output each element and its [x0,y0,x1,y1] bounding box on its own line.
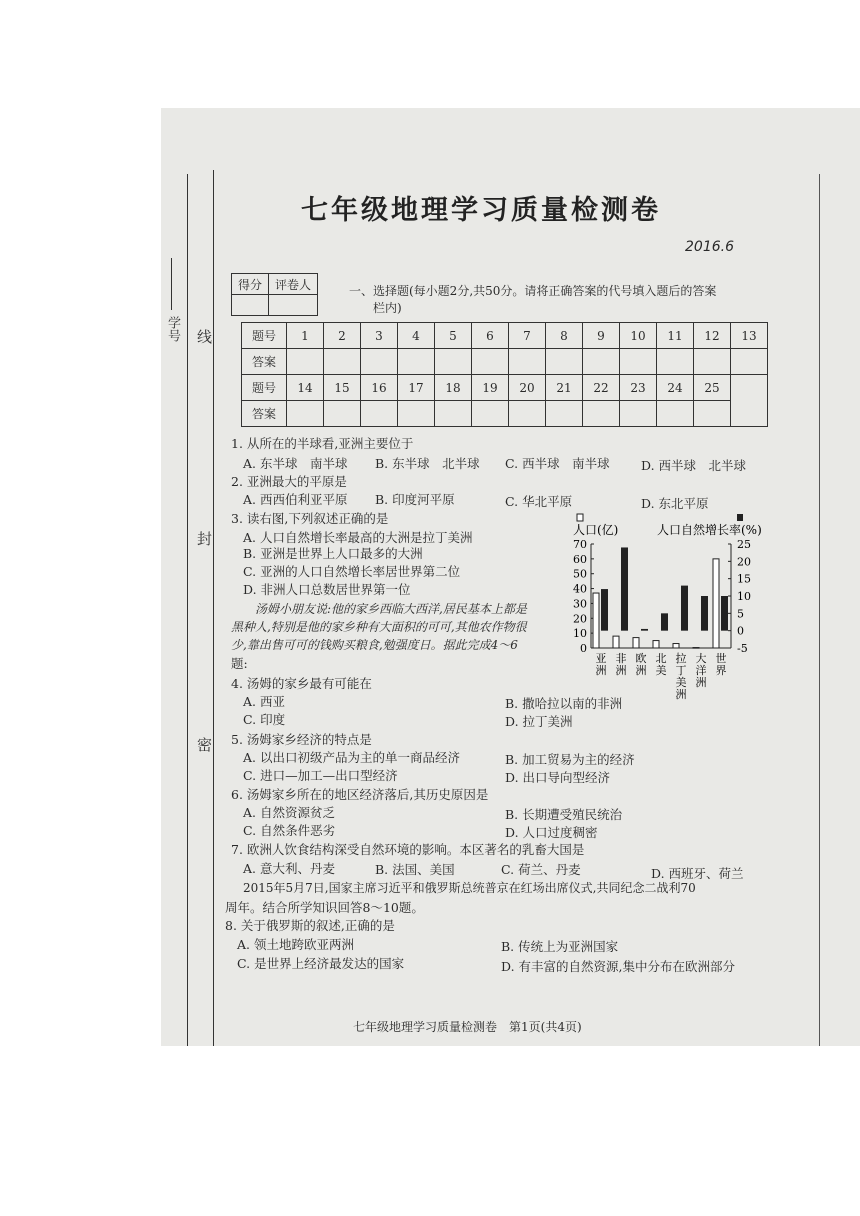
question-number: 5 [435,323,472,349]
y-tick-right-label: 5 [737,607,744,621]
margin-label-seal: 封 [197,530,213,548]
growth-rate-bar [601,589,608,631]
q5-option-b[interactable]: B. 加工贸易为主的经济 [505,752,635,767]
y-tick-right-label: 0 [737,624,744,638]
answer-cell[interactable] [324,401,361,427]
question-number: 23 [620,375,657,401]
student-id-blank-line [171,258,172,310]
score-field[interactable] [232,295,269,316]
passage-1-line-4: 题: [231,656,248,671]
y-tick-right-label: 20 [737,555,751,569]
legend-population-icon [577,514,583,521]
margin-label-line: 线 [197,328,213,346]
answer-label: 答案 [242,349,287,375]
score-label: 得分 [232,274,269,295]
q1-option-c[interactable]: C. 西半球 南半球 [505,456,610,471]
q5-stem: 5. 汤姆家乡经济的特点是 [231,732,372,747]
question-number: 14 [287,375,324,401]
answer-cell[interactable] [472,349,509,375]
grader-label: 评卷人 [269,274,318,295]
growth-rate-bar [621,547,628,630]
question-number: 20 [509,375,546,401]
answer-cell[interactable] [509,349,546,375]
q4-option-d[interactable]: D. 拉丁美洲 [505,714,573,729]
page-title: 七年级地理学习质量检测卷 [301,195,661,226]
y-tick-left-label: 50 [573,567,587,581]
question-number: 6 [472,323,509,349]
q4-option-b[interactable]: B. 撒哈拉以南的非洲 [505,696,623,711]
question-number: 1 [287,323,324,349]
row-label: 题号 [242,375,287,401]
population-chart [561,510,781,710]
q2-option-a[interactable]: A. 西西伯利亚平原 [243,492,348,507]
margin-label-student-id: 学号 [165,316,180,342]
growth-rate-bar [721,596,728,631]
y-tick-right-label: 10 [737,590,751,603]
passage-1-line-3: 少,靠出售可可的钱购买粮食,勉强度日。据此完成4～6 [231,638,518,652]
empty-cell [731,375,768,427]
x-tick-label: 世界 [715,652,727,677]
question-number: 11 [657,323,694,349]
q3-option-a[interactable]: A. 人口自然增长率最高的大洲是拉丁美洲 [243,530,473,545]
q2-option-b[interactable]: B. 印度河平原 [375,492,455,507]
question-number: 19 [472,375,509,401]
q8-option-a[interactable]: A. 领土地跨欧亚两洲 [237,937,354,952]
y-tick-left-label: 70 [573,538,587,551]
question-number: 25 [694,375,731,401]
q3-option-d[interactable]: D. 非洲人口总数居世界第一位 [243,582,411,597]
row-label: 题号 [242,323,287,349]
y-tick-left-label: 30 [573,597,587,611]
q5-option-c[interactable]: C. 进口—加工—出口型经济 [243,768,398,783]
question-number: 22 [583,375,620,401]
q6-option-c[interactable]: C. 自然条件恶劣 [243,823,336,838]
x-tick-label: 大洋洲 [695,652,707,689]
answer-cell[interactable] [435,401,472,427]
answer-cell[interactable] [324,349,361,375]
y-tick-right-label: 15 [737,572,751,586]
population-bar [613,636,619,648]
q2-stem: 2. 亚洲最大的平原是 [231,474,347,489]
q3-option-b[interactable]: B. 亚洲是世界上人口最多的大洲 [243,546,423,561]
population-bar [653,641,659,648]
question-number: 21 [546,375,583,401]
population-bar [713,559,719,648]
question-number: 7 [509,323,546,349]
score-box [231,273,318,316]
x-tick-label: 北美 [655,652,667,677]
answer-cell[interactable] [398,401,435,427]
q1-option-a[interactable]: A. 东半球 南半球 [243,456,348,471]
answer-cell[interactable] [694,349,731,375]
q1-option-b[interactable]: B. 东半球 北半球 [375,456,480,471]
x-tick-label: 拉丁美洲 [675,652,687,701]
q8-stem: 8. 关于俄罗斯的叙述,正确的是 [225,918,395,933]
page-footer: 七年级地理学习质量检测卷 第1页(共4页) [353,1020,582,1034]
q3-option-c[interactable]: C. 亚洲的人口自然增长率居世界第二位 [243,564,461,579]
y-axis-right-label: 人口自然增长率(%) [657,523,762,537]
passage-2-line-1: 2015年5月7日,国家主席习近平和俄罗斯总统普京在红场出席仪式,共同纪念二战利70 [243,881,696,895]
y-tick-left-label: 60 [573,552,587,566]
population-bar [693,648,699,649]
y-axis-left-label: 人口(亿) [573,523,619,537]
margin-line-right [213,170,214,1046]
answer-cell[interactable] [361,401,398,427]
answer-cell[interactable] [620,401,657,427]
q7-option-c[interactable]: C. 荷兰、丹麦 [501,862,581,877]
growth-rate-bar [701,596,708,631]
answer-cell[interactable] [620,349,657,375]
grader-field[interactable] [269,295,318,316]
question-number: 10 [620,323,657,349]
q3-stem: 3. 读右图,下列叙述正确的是 [231,511,389,526]
answer-cell[interactable] [657,349,694,375]
answer-cell[interactable] [287,349,324,375]
answer-cell[interactable] [583,349,620,375]
question-number: 24 [657,375,694,401]
q8-option-b[interactable]: B. 传统上为亚洲国家 [501,939,619,954]
section-title-cont: 栏内) [373,301,402,315]
q8-option-d[interactable]: D. 有丰富的自然资源,集中分布在欧洲部分 [501,959,735,974]
question-number: 16 [361,375,398,401]
growth-rate-bar [641,629,648,631]
growth-rate-bar [681,586,688,631]
population-bar [593,593,599,648]
x-tick-label: 亚洲 [595,652,607,677]
answer-cell[interactable] [398,349,435,375]
question-number: 3 [361,323,398,349]
exam-date: 2016.6 [685,239,734,255]
x-tick-label: 欧洲 [635,652,647,677]
right-edge-line [819,174,820,1046]
y-tick-right-label: 25 [737,538,751,551]
passage-2-line-2: 周年。结合所学知识回答8～10题。 [225,900,424,915]
answer-cell[interactable] [361,349,398,375]
q4-option-c[interactable]: C. 印度 [243,712,286,727]
margin-label-secret: 密 [197,736,213,754]
q6-stem: 6. 汤姆家乡所在的地区经济落后,其历史原因是 [231,787,489,802]
q4-option-a[interactable]: A. 西亚 [243,694,285,709]
answer-cell[interactable] [287,401,324,427]
legend-growth-icon [737,514,743,521]
answer-table [241,322,768,427]
exam-paper [161,108,860,1046]
passage-1-line-1: 汤姆小朋友说:他的家乡西临大西洋,居民基本上都是 [255,602,527,616]
question-number: 18 [435,375,472,401]
answer-cell[interactable] [657,401,694,427]
q6-option-d[interactable]: D. 人口过度稠密 [505,825,598,840]
population-bar [633,638,639,648]
q7-option-a[interactable]: A. 意大利、丹麦 [243,861,335,876]
q1-stem: 1. 从所在的半球看,亚洲主要位于 [231,436,414,451]
question-number: 12 [694,323,731,349]
q6-option-a[interactable]: A. 自然资源贫乏 [243,805,335,820]
answer-cell[interactable] [583,401,620,427]
y-tick-left-label: 20 [573,612,587,626]
question-number: 2 [324,323,361,349]
q8-option-c[interactable]: C. 是世界上经济最发达的国家 [237,956,405,971]
answer-label: 答案 [242,401,287,427]
y-tick-left-label: 0 [580,642,587,655]
q2-option-c[interactable]: C. 华北平原 [505,494,573,509]
y-tick-left-label: 10 [573,627,587,641]
answer-cell[interactable] [435,349,472,375]
q6-option-b[interactable]: B. 长期遭受殖民统治 [505,807,623,822]
q7-option-b[interactable]: B. 法国、美国 [375,862,455,877]
passage-1-line-2: 黑种人,特别是他的家乡种有大面积的可可,其他农作物很 [231,620,527,634]
margin-line-left [187,174,188,1046]
answer-cell[interactable] [472,401,509,427]
answer-cell[interactable] [509,401,546,427]
q7-option-d[interactable]: D. 西班牙、荷兰 [651,866,744,881]
y-tick-right-label: -5 [737,642,748,655]
x-tick-label: 非洲 [615,652,627,677]
q1-option-d[interactable]: D. 西半球 北半球 [641,458,747,473]
question-number: 8 [546,323,583,349]
answer-cell[interactable] [546,401,583,427]
growth-rate-bar [661,613,668,630]
q5-option-a[interactable]: A. 以出口初级产品为主的单一商品经济 [243,750,460,765]
answer-cell[interactable] [546,349,583,375]
question-number: 15 [324,375,361,401]
population-bar [673,644,679,648]
y-tick-left-label: 40 [573,582,587,596]
answer-cell[interactable] [694,401,731,427]
q4-stem: 4. 汤姆的家乡最有可能在 [231,676,372,691]
q2-option-d[interactable]: D. 东北平原 [641,496,709,511]
question-number: 17 [398,375,435,401]
q5-option-d[interactable]: D. 出口导向型经济 [505,770,611,785]
answer-cell[interactable] [731,349,768,375]
section-title: 一、选择题(每小题2分,共50分。请将正确答案的代号填入题后的答案 [349,284,717,298]
question-number: 4 [398,323,435,349]
question-number: 13 [731,323,768,349]
q7-stem: 7. 欧洲人饮食结构深受自然环境的影响。本区著名的乳畜大国是 [231,842,585,857]
question-number: 9 [583,323,620,349]
